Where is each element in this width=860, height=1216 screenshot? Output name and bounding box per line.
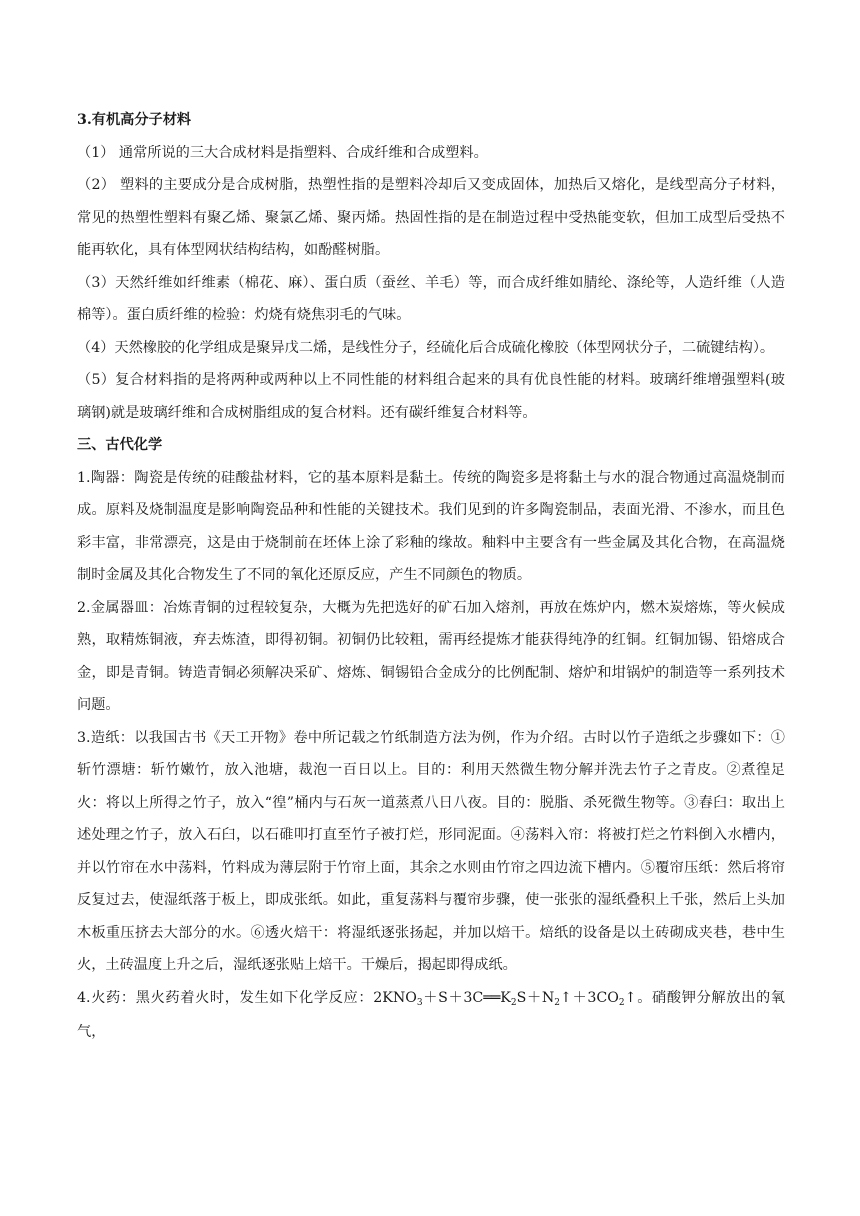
paragraph-item-5: （5）复合材料指的是将两种或两种以上不同性能的材料组合起来的具有优良性能的材料。玻璃纤维增强塑料(玻璃钢)就是玻璃纤维和合成树脂组成的复合材料。还有碳纤维复合材料等。 <box>77 372 785 421</box>
paragraph-item-4: （4）天然橡胶的化学组成是聚异戊二烯，是线性分子，经硫化后合成硫化橡胶（体型网状分子，二硫键结构）。 <box>77 339 775 356</box>
section-heading-ancient-chemistry: 三、古代化学 <box>77 437 163 453</box>
paragraph-item-2: （2） 塑料的主要成分是合成树脂，热塑性指的是塑料冷却后又变成固体，加热后又熔化，是线型高分子材料，常见的热塑性塑料有聚乙烯、聚氯乙烯、聚丙烯。热固性指的是在制造过程中受热能变软，但加工成型后受热不能再软化，具有体型网状结构结构，如酚醛树脂。 <box>77 177 785 258</box>
paragraph-item-3: （3）天然纤维如纤维素（棉花、麻）、蛋白质（蚕丝、羊毛）等，而合成纤维如腈纶、涤纶等，人造纤维（人造棉等）。蛋白质纤维的检验：灼烧有烧焦羽毛的气味。 <box>77 274 785 323</box>
chemical-equation: $2KNO_3+S+3C══K_2S+N_2↑+3CO_2↑$ <box>373 989 637 1008</box>
gunpowder-lead: 4.火药：黑火药着火时，发生如下化学反应： <box>77 989 374 1006</box>
section-heading-organic-polymer: 3.有机高分子材料 <box>77 112 192 128</box>
gunpowder-trail: 。硝酸钾分解放出的氧气， <box>77 989 785 1040</box>
paragraph-gunpowder <box>77 982 785 1049</box>
paragraph-item-1: （1） 通常所说的三大合成材料是指塑料、合成纤维和合成塑料。 <box>77 144 488 161</box>
paragraph-metal-ware: 2.金属器皿：冶炼青铜的过程较复杂，大概为先把选好的矿石加入熔剂，再放在炼炉内，燃木炭熔炼，等火候成熟，取精炼铜液，弃去炼渣，即得初铜。初铜仍比较粗，需再经提炼才能获得纯净的红铜。红铜加锡、铅熔成合金，即是青铜。铸造青铜必须解决采矿、熔炼、铜锡铅合金成分的比例配制、熔炉和坩锅炉的制造等一系列技术问题。 <box>77 599 785 713</box>
document-content <box>77 104 785 1049</box>
paragraph-papermaking: 3.造纸：以我国古书《天工开物》卷中所记载之竹纸制造方法为例，作为介绍。古时以竹子造纸之步骤如下：①斩竹漂塘：斩竹嫩竹，放入池塘，裁泡一百日以上。目的：利用天然微生物分解并洗去竹子之青皮。②煮徨足火：将以上所得之竹子，放入“徨”桶内与石灰一道蒸煮八日八夜。目的：脱脂、杀死微生物等。③舂臼：取出上述处理之竹子，放入石臼，以石碓叩打直至竹子被打烂，形同泥面。④荡料入帘：将被打烂之竹料倒入水槽内，并以竹帘在水中荡料，竹料成为薄层附于竹帘上面，其余之水则由竹帘之四边流下槽内。⑤覆帘压纸：然后将帘反复过去，使湿纸落于板上，即成张纸。如此，重复荡料与覆帘步骤，使一张张的湿纸叠积上千张，然后上头加木板重压挤去大部分的水。⑥透火焙干：将湿纸逐张扬起，并加以焙干。焙纸的设备是以土砖砌成夹巷，巷中生火，土砖温度上升之后，湿纸逐张贴上焙干。干燥后，揭起即得成纸。 <box>77 729 785 973</box>
paragraph-pottery: 1.陶器：陶瓷是传统的硅酸盐材料，它的基本原料是黏土。传统的陶瓷多是将黏土与水的混合物通过高温烧制而成。原料及烧制温度是影响陶瓷品种和性能的关键技术。我们见到的许多陶瓷制品，表面光滑、不渗水，而且色彩丰富，非常漂亮，这是由于烧制前在坯体上涂了彩釉的缘故。釉料中主要含有一些金属及其化合物，在高温烧制时金属及其化合物发生了不同的氧化还原反应，产生不同颜色的物质。 <box>77 469 785 583</box>
